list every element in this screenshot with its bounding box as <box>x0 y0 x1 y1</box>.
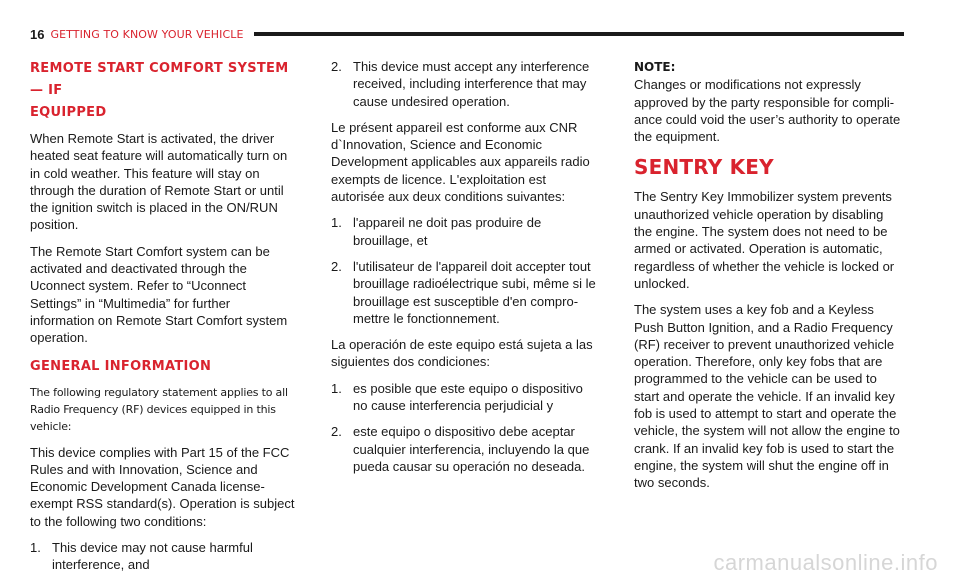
heading-line-2: EQUIPPED <box>30 105 107 120</box>
list-number: 2. <box>331 258 342 274</box>
list-number: 2. <box>331 424 342 440</box>
paragraph: The system uses a key fob and a Keyless Push Button Ignition, and a Radio Frequency (RF) receiver to prevent unauthorized vehicle operation. Therefore, only key fobs that are programmed to the vehicle can be used to start and operate the vehicle. If an invalid key fob is used to attempt to start and operate the vehicle, the system will not allow the engine to crank. If an invalid key fob is used to start the engine, the system will shut the engine off in two seconds. <box>634 302 900 491</box>
paragraph: The Sentry Key Immobilizer system prevents unauthorized vehicle operation by disabling the engine. The system does not need to be armed or activated. Operation is automatic, regardless of whether the vehicle is locked or unlocked. <box>634 189 895 291</box>
heading-line-1: REMOTE START COMFORT SYSTEM — IF <box>30 61 289 98</box>
watermark: carmanualsonline.info <box>713 550 938 575</box>
list-number: 2. <box>331 59 342 74</box>
paragraph: This device complies with Part 15 of the FCC Rules and with Innovation, Science and Economic Development Canada license-exempt RSS standard(s). Operation is subject to the following two conditions: <box>30 444 295 529</box>
list-text: This device may not cause harmful interference, and <box>52 540 253 573</box>
list-text: l'appareil ne doit pas produire de brouillage, et <box>353 215 542 248</box>
heading-general-information: GENERAL INFORMATION <box>30 358 212 374</box>
list-item <box>331 380 599 415</box>
list-item <box>30 539 298 574</box>
note-text: Changes or modifications not expressly approved by the party responsible for compli-ance could void the user’s authority to operate the equipment. <box>634 77 901 145</box>
heading-remote-start-comfort <box>30 58 298 124</box>
page-header <box>30 24 904 44</box>
paragraph-spanish: La operación de este equipo está sujeta a las siguientes dos condiciones: <box>331 337 593 370</box>
list-number: 1. <box>331 380 342 396</box>
paragraph-french: Le présent appareil est conforme aux CNR d`Innovation, Science and Economic Development applicables aux appareils radio exempts de licence. L'exploitation est autorisée aux deux conditions suivantes: <box>331 119 590 205</box>
list-text: l'utilisateur de l'appareil doit accepter tout brouillage radioélectrique subi, même si le brouillage est susceptible d'en compro-mettre le fonctionnement. <box>353 258 596 326</box>
note-label: NOTE: <box>634 60 676 74</box>
heading-sentry-key: SENTRY KEY <box>634 155 774 180</box>
list-item <box>331 58 599 110</box>
conditions-list-fr <box>331 214 599 327</box>
list-number: 1. <box>30 540 41 556</box>
section-title: GETTING TO KNOW YOUR VEHICLE <box>50 27 244 41</box>
column-3 <box>634 58 902 501</box>
conditions-list-en <box>331 58 599 110</box>
list-number: 1. <box>331 215 342 231</box>
list-text: This device must accept any interference received, including interference that may cause undesired operation. <box>353 59 590 109</box>
conditions-list-es <box>331 380 599 475</box>
column-2 <box>331 58 599 484</box>
page-number: 16 <box>30 26 45 42</box>
note <box>634 58 902 145</box>
header-rule <box>254 32 904 36</box>
paragraph: When Remote Start is activated, the driver heated seat feature will automatically turn on in cold weather. This feature will stay on through the duration of Remote Start or until the ignition switch is placed in the ON/RUN position. <box>30 131 288 233</box>
list-item <box>331 258 599 327</box>
paragraph: The Remote Start Comfort system can be activated and deactivated through the Uconnect system. Refer to “Uconnect Settings” in “Multimedia” for further information on Remote Start Comfort system operation. <box>30 243 288 346</box>
list-item <box>331 214 599 249</box>
list-item <box>331 423 599 475</box>
regulatory-intro: The following regulatory statement applies to all Radio Frequency (RF) devices equipped in this vehicle: <box>30 385 288 433</box>
conditions-list <box>30 539 298 574</box>
list-text: este equipo o dispositivo debe aceptar cualquier interferencia, incluyendo la que pueda causar su operación no deseada. <box>353 424 590 474</box>
list-text: es posible que este equipo o dispositivo no cause interferencia perjudicial y <box>353 380 583 414</box>
column-1 <box>30 58 298 583</box>
